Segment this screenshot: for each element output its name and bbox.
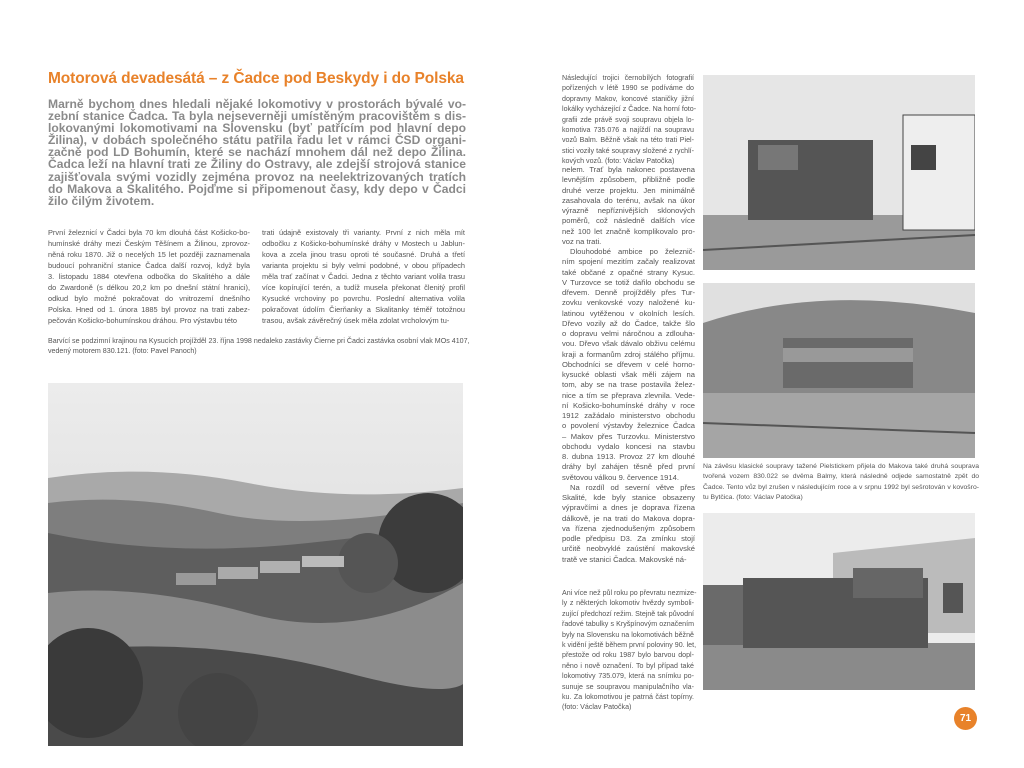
text-line: měla trať začínat v Čadci. Jedna z těchto variant volila trasu [262, 272, 465, 282]
text-line: dřevem. Denně projížděly přes Tur- [562, 288, 695, 297]
text-line: komotiva 735.076 a najíždí na soupravu [562, 125, 694, 134]
text-line: kova a zcela jinou trasu oproti té současné. Druhá a třetí [262, 250, 465, 260]
text-line: humínské dráhy mezi Českým Těšínem a Žilinou, zprovoz- [48, 239, 250, 249]
text-line: do Makova a Skalitého. Pojďme si připomenout časy, kdy depo v Čadci [48, 181, 466, 196]
text-line: druhé verze projektu. Jen minimálně [562, 185, 695, 195]
text-line: řadové tabulky s Kryšpínovým označením [562, 620, 694, 629]
text-line: odbočku z Košicko-bohumínské dráhy v Mostech u Jablun- [262, 239, 465, 249]
text-line: pořízených v létě 1990 se podíváme do [562, 84, 694, 93]
text-line: zasahovala do terénu, avšak na úkor [562, 195, 695, 205]
body-column-3 [562, 165, 695, 565]
text-line: – Makov přes Turzovku. Ministerstvo [562, 431, 695, 441]
text-line: nice a tím se přeprava zlevnila. Vede- [562, 390, 695, 400]
text-line: trasou, avšak závěrečný úsek měla zdolat vrcholovým tu- [262, 316, 450, 326]
text-line: Na závěsu klasické soupravy tažené Pielstickem přijela do Makova také druhá souprava [703, 463, 979, 470]
text-line: více kopírující terén, a tudíž musela překonat členitý profil [262, 283, 465, 293]
text-line: Kysucké vrchoviny po povrchu. Poslední alternativa volila [262, 294, 465, 304]
text-line: 1912 zažádalo ministerstvo obchodu [562, 411, 695, 420]
body-column-1 [48, 227, 250, 326]
text-line: dopravny Makov, koncové staničky jižní [562, 94, 694, 103]
text-line: určitě neobvyklé zaústění makovské [562, 544, 695, 554]
text-line: Dřevo vozily až do Čadce, takže šlo [562, 318, 695, 328]
text-line: tvořená vozem 830.022 se dvěma Balmy, která následně odjede samostatně zpět do [703, 473, 979, 481]
text-line: Obchodníci se dřevem v celé horno- [562, 359, 695, 369]
text-line: výrazně nepříznivějších sklonových [562, 206, 695, 215]
text-line: obchodu vydalo koncesi na stavbu [562, 441, 695, 451]
text-line: Ani více než půl roku po převratu nezmize- [562, 589, 697, 597]
text-line: o dopravu velmi náročnou a zdlouha- [562, 329, 695, 338]
text-line: začně pod LD Bohumín, které se nachází mnohem dál než depo Žilina. [48, 145, 466, 160]
text-line: ním spojení mezitím začaly realizovat [562, 257, 695, 267]
photo3-caption [562, 588, 697, 713]
text-line: Čadca leží na hlavní trati ze Žiliny do Ostravy, ale zdejší strojová stanice [48, 157, 466, 172]
text-line: než 100 let značně komplikovalo pro- [562, 226, 695, 236]
text-line: lokomotivy 735.079, která na snímku po- [562, 672, 694, 681]
text-line: lokovanými lokomotivami na Slovensku (byť patřícím pod hlavní depo [48, 121, 466, 136]
text-line: trati údajně existovaly tři varianty. První z nich měla mít [262, 228, 465, 237]
text-line: ku. Za lokomotivou je patrná část topírny. [562, 692, 694, 701]
photo2-caption [703, 462, 979, 504]
text-line: vozů Balm. Běžně však na této trati Piel- [562, 136, 694, 145]
text-line: tu Bytčica. (foto: Václav Patočka) [703, 494, 803, 502]
text-line: odkud bylo možné pokračovat do vnitrozemí dnešního [48, 294, 250, 304]
text-line: 3. listopadu 1884 otevřena odbočka do Skalitého a dále [48, 272, 250, 282]
text-line: latinou vytěženou v okolních lesích. [562, 308, 695, 318]
text-line: přestože od roku 1987 bylo barvou dopl- [562, 651, 694, 660]
text-line: pokračovat údolím Čierňanky a Skalitanky téměř totožnou [262, 305, 465, 315]
text-line: Polska. Hned od 1. února 1885 byl provoz na trati zabez- [48, 305, 250, 315]
text-line: vedený motorem 830.121. (foto: Pavel Panoch) [48, 347, 197, 356]
text-line: ly z některých lokomotiv hvězdy symboli- [562, 599, 694, 608]
text-line: Žilina), v dobách společného státu patřila řadu let v rámci ČSD organi- [48, 133, 466, 148]
text-line: Marně bychom dnes hledali nějaké lokomotivy v prostorách bývalé vo- [48, 97, 466, 111]
text-line: kraji a formanům zdroj stálého příjmu. [562, 349, 695, 359]
lead-paragraph [48, 98, 466, 207]
text-line: o povolení výstavby železnice Čadca [562, 421, 695, 431]
text-line: nelem. Trať byla nakonec postavena [562, 165, 695, 174]
body-column-2 [262, 227, 465, 326]
text-line: k vidění ještě během první poloviny 90. let, [562, 640, 697, 649]
text-line: První železnicí v Čadci byla 70 km dlouhá část Košicko-bo- [48, 228, 250, 237]
text-line: něno i nově označení. To byl případ také [562, 661, 694, 670]
text-line: sunuje se soupravou manipulačního vla- [562, 682, 694, 691]
text-line: varianta projektu si byly velmi podobné, v obou případech [262, 261, 465, 271]
text-line: budoucí pohraniční stanice Čadca další rozvoj, když byla [48, 261, 250, 271]
text-line: Na rozdíl od severní větve přes [570, 482, 695, 492]
text-line: zební stanice Čadca. Ta byla nejseverněji umístěným pracovištěm s dis- [48, 109, 466, 124]
text-line: vou. Dřevo však dávalo obživu celému [562, 339, 695, 349]
text-line: zovku venkovské vozy naložené ku- [562, 298, 695, 308]
text-line: také občané z opačné strany Kysuc. [562, 267, 695, 277]
text-line: voz na trati. [562, 236, 602, 246]
text-line: něná roku 1870. Již o necelých 15 let později zaznamenala [48, 250, 250, 260]
text-line: Následující trojici černobílých fotografií [562, 74, 694, 82]
text-line: V Turzovce se totiž dařilo obchodu se [562, 277, 695, 287]
text-line: (foto: Václav Patočka) [562, 703, 632, 712]
photo-locomotive-735076 [703, 75, 975, 270]
text-line: 8. dubna 1913. Provoz 27 km dlouhé [562, 452, 695, 461]
text-line: byly na Slovensku na lokomotivách běžně [562, 630, 694, 639]
text-line: světovou válkou 9. července 1914. [562, 472, 679, 482]
text-line: dráhy byl zahájen těsně před první [562, 462, 695, 472]
photo-railcar-830022 [703, 283, 975, 458]
text-line: žilo čilým životem. [48, 193, 155, 208]
text-line: levnějším způsobem, přibližně podle [562, 175, 695, 185]
text-line: dálkově, je na trati do Makova dopra- [562, 513, 695, 523]
page-number: 71 [954, 707, 977, 730]
photo-autumn-landscape-train [48, 383, 463, 746]
text-line: zajišťovala svými vozidly zejména provoz na neelektrizovaných tratích [48, 169, 466, 184]
text-line: stici vozily také soupravy složené z rychlí- [562, 146, 694, 155]
text-line: lokálky vycházející z Čadce. Na horní foto- [562, 105, 697, 114]
text-line: poměrů, což následně dalších více [562, 216, 695, 226]
text-line: grafii zde právě svoji soupravu objela lo- [562, 115, 694, 124]
text-line: Dlouhodobé ambice po železnič- [570, 247, 695, 256]
text-line: Čadce. Tento vůz byl zrušen v následujícím roce a v srpnu 1992 byl sešrotován v kovošro- [703, 483, 979, 491]
photo1-caption [562, 73, 697, 167]
text-line: ní Košicko-bohumínské dráhy v roce [562, 400, 695, 410]
text-line: kysucké oblasti však měli zájem na [562, 370, 695, 379]
text-line: tom, aby se na trase postavila želez- [562, 380, 695, 390]
article-title: Motorová devadesátá – z Čadce pod Beskydy i do Polska [48, 70, 464, 87]
text-line: výpravčími a dnes je doprava řízena [562, 503, 695, 513]
text-line: kových vozů. (foto: Václav Patočka) [562, 157, 675, 166]
big-photo-caption [48, 336, 470, 357]
text-line: podle předpisu D3. Za zmínku stojí [562, 534, 695, 543]
text-line: tratě ve stanici Čadca. Makovské ná- [562, 554, 687, 564]
text-line: pečován Košicko-bohumínskou dráhou. Pro výstavbu této [48, 316, 237, 326]
photo-locomotive-735079 [703, 513, 975, 690]
text-line: Skalité, kde byly stanice obsazeny [562, 493, 695, 502]
text-line: zující předchozí režim. Stejně tak původní [562, 609, 694, 618]
text-line: do Zwardoně (s délkou 20,2 km po dnešní státní hranici), [48, 283, 250, 293]
text-line: Barvící se podzimní krajinou na Kysucích projížděl 23. října 1998 nedaleko zastávky Čierne pri Čadci zastávka osobní vlak MOs 4107, [48, 337, 470, 345]
text-line: va řízena zjednodušeným způsobem [562, 523, 695, 533]
